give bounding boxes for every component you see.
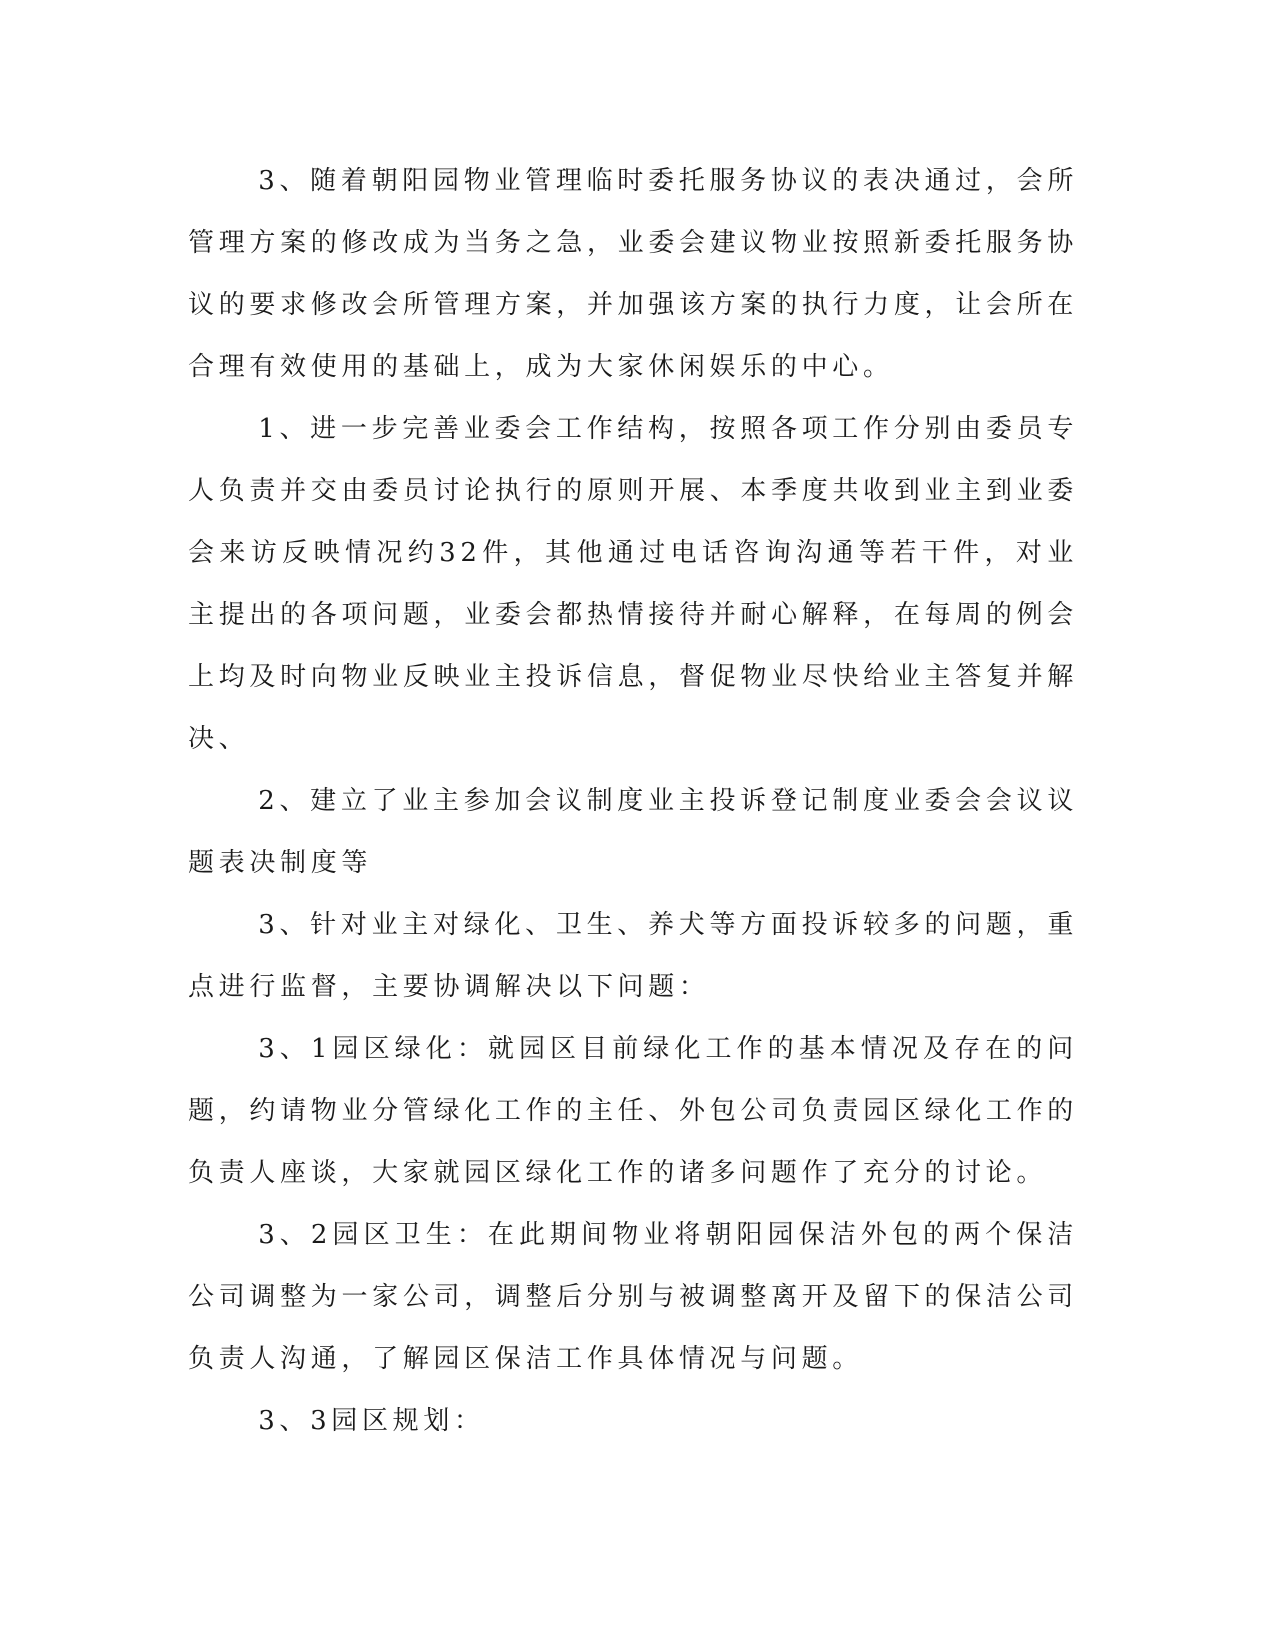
paragraph-meeting-system: 2、建立了业主参加会议制度业主投诉登记制度业委会会议议题表决制度等 — [188, 786, 1078, 878]
paragraph-greening: 3、1园区绿化：就园区目前绿化工作的基本情况及存在的问题，约请物业分管绿化工作的主任、外包公司负责园区绿化工作的负责人座谈，大家就园区绿化工作的诸多问题作了充分的讨论。 — [188, 1034, 1078, 1188]
paragraph-complaint-supervision: 3、针对业主对绿化、卫生、养犬等方面投诉较多的问题，重点进行监督，主要协调解决以下问题： — [188, 910, 1078, 1002]
paragraph-clubhouse-plan: 3、随着朝阳园物业管理临时委托服务协议的表决通过，会所管理方案的修改成为当务之急，业委会建议物业按照新委托服务协议的要求修改会所管理方案，并加强该方案的执行力度，让会所在合理有效使用的基础上，成为大家休闲娱乐的中心。 — [188, 166, 1078, 382]
paragraph-sanitation: 3、2园区卫生：在此期间物业将朝阳园保洁外包的两个保洁公司调整为一家公司，调整后分别与被调整离开及留下的保洁公司负责人沟通，了解园区保洁工作具体情况与问题。 — [188, 1220, 1078, 1374]
paragraph-planning: 3、3园区规划： — [258, 1406, 485, 1436]
paragraph-committee-structure: 1、进一步完善业委会工作结构，按照各项工作分别由委员专人负责并交由委员讨论执行的原则开展、本季度共收到业主到业委会来访反映情况约32件，其他通过电话咨询沟通等若干件，对业主提出的各项问题，业委会都热情接待并耐心解释，在每周的例会上均及时向物业反映业主投诉信息，督促物业尽快给业主答复并解决、 — [188, 414, 1078, 754]
document-body — [188, 150, 1078, 1452]
